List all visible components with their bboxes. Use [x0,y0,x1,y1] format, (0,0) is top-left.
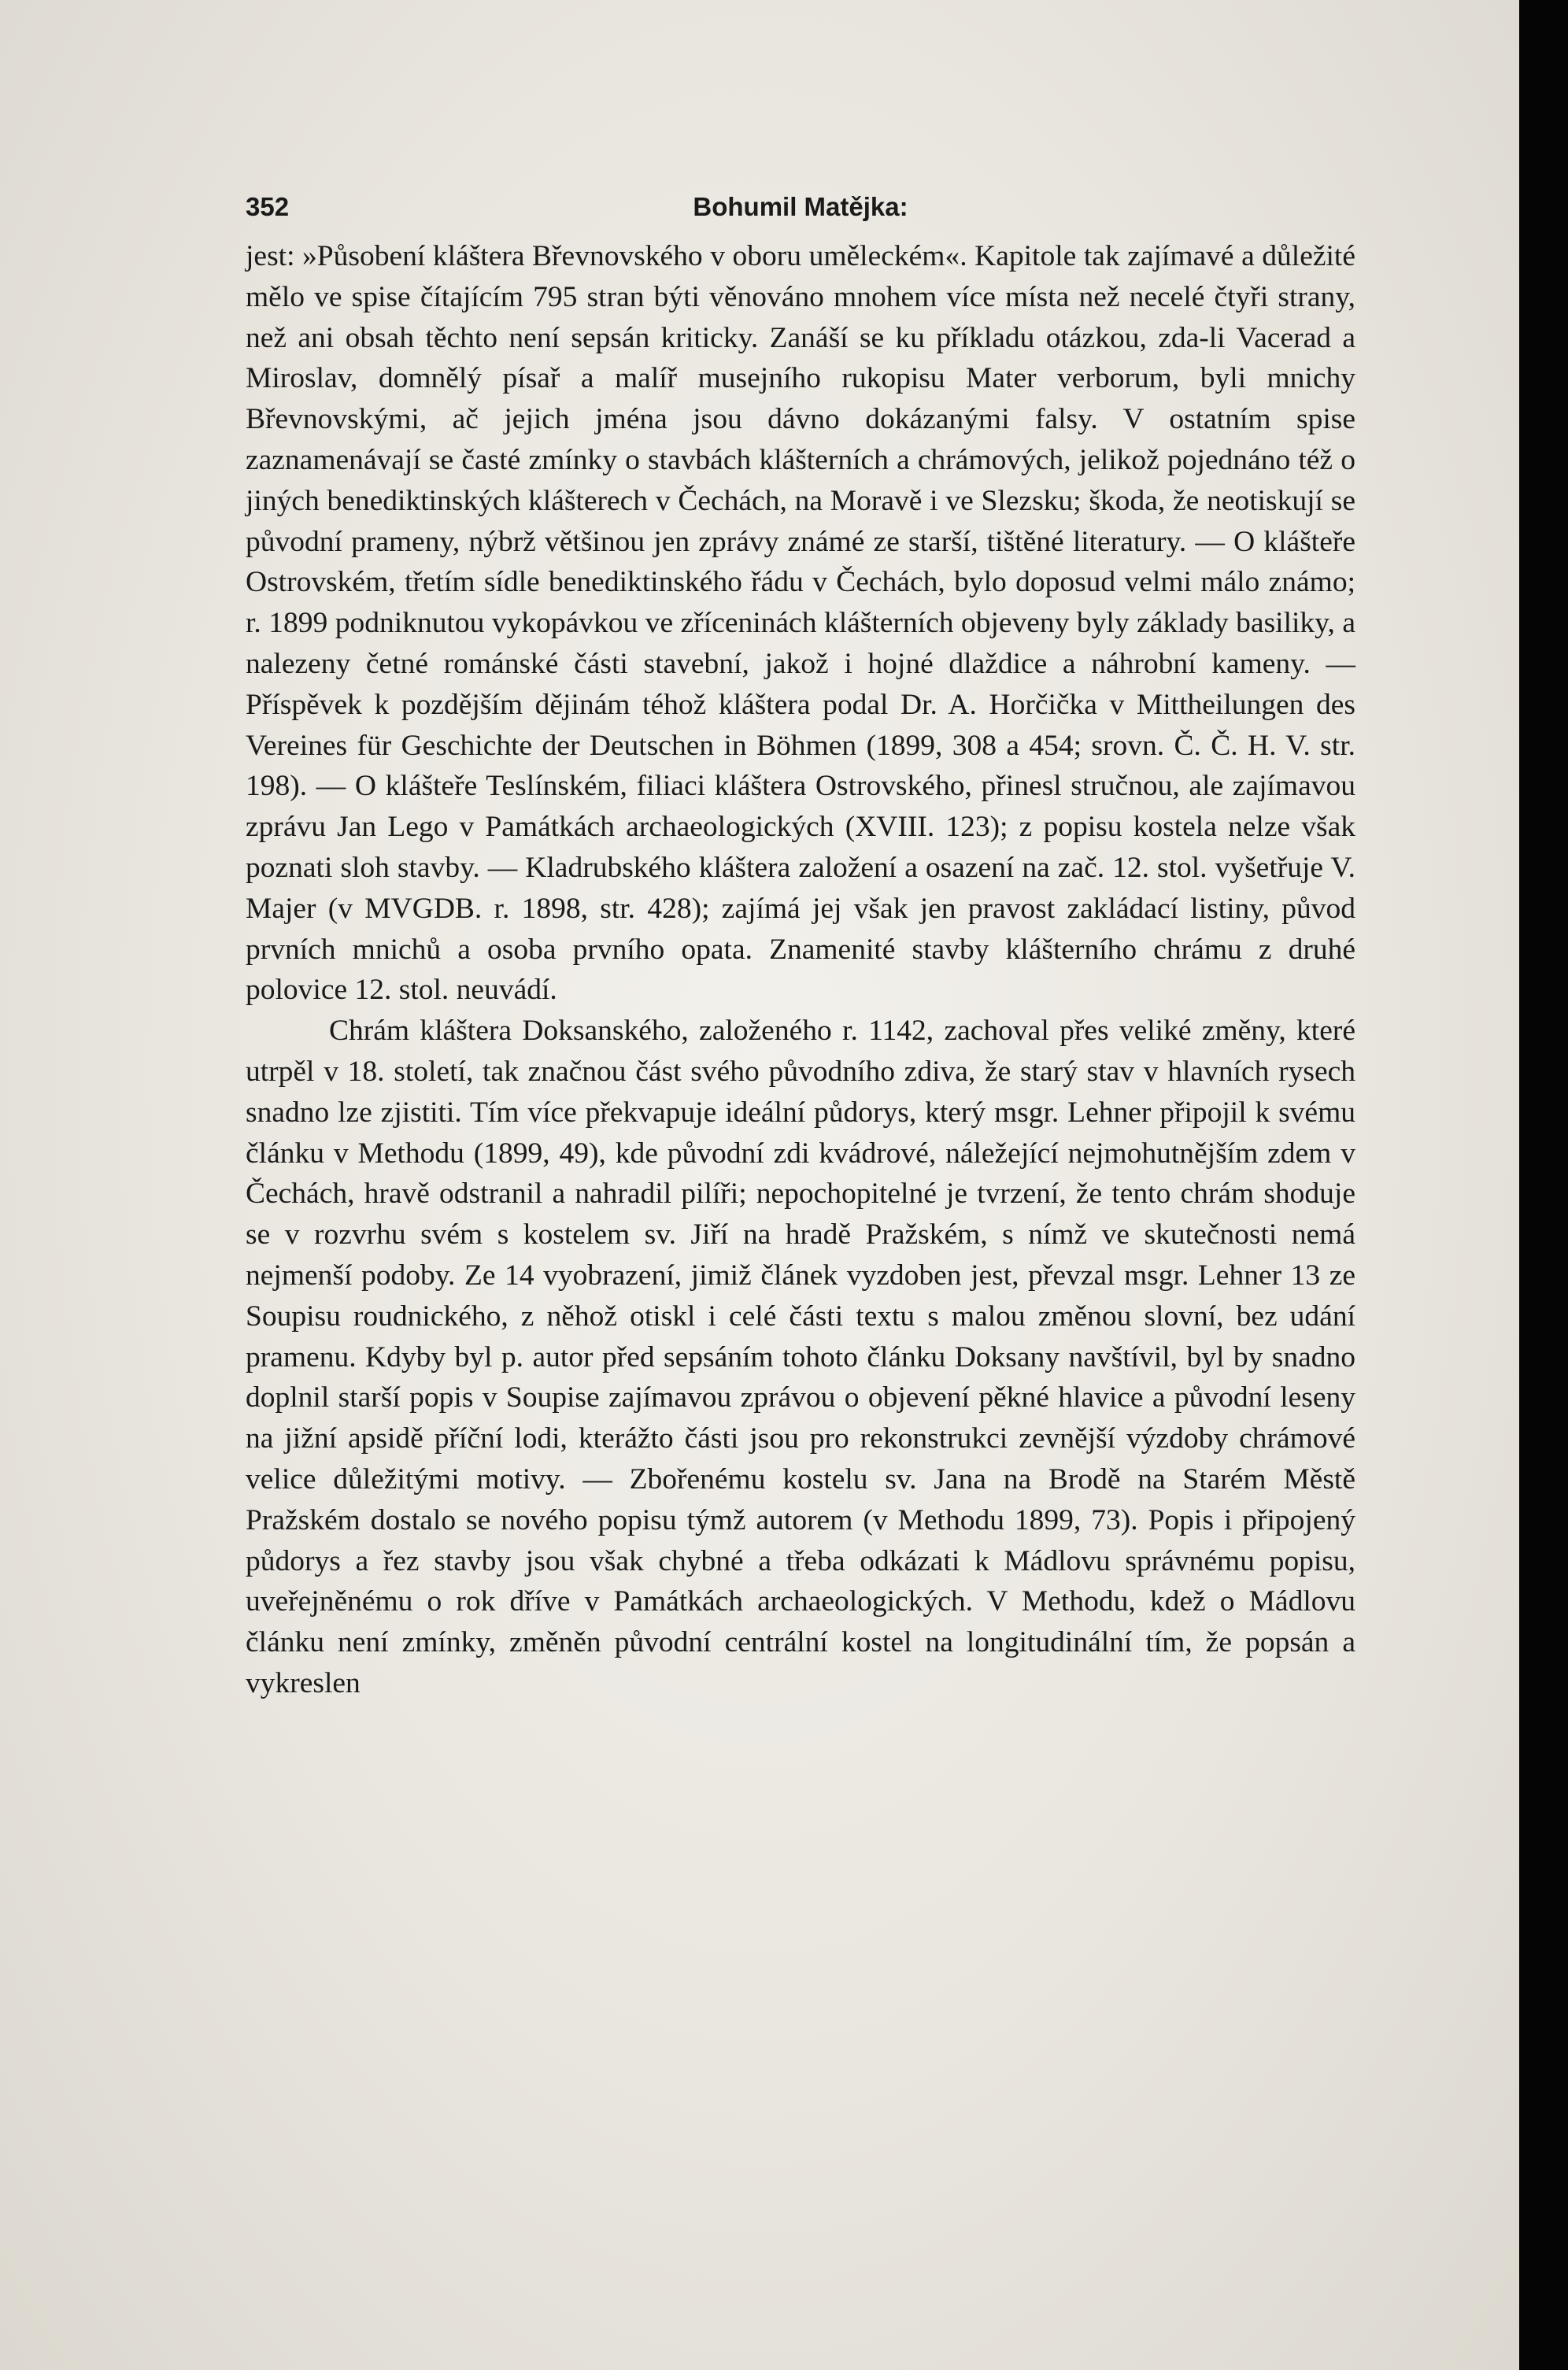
page-number: 352 [246,192,290,221]
book-page [246,181,1355,1704]
running-head [246,181,1355,236]
paragraph: jest: »Působení kláštera Břevnovského v oboru uměleckém«. Kapitole tak zajímavé a důležité mělo ve spise čítajícím 795 stran býti věnováno mnohem více místa než necelé čtyři strany, než ani obsah těchto není sepsán kriticky. Zanáší se ku příkladu otázkou, zda-li Vacerad a Miroslav, domnělý písař a malíř musejního rukopisu Mater verborum, byli mnichy Břevnovskými, ač jejich jména jsou dávno dokázanými falsy. V ostatním spise zaznamenávají se časté zmínky o stavbách klášterních a chrámových, jelikož pojednáno též o jiných benediktinských klášterech v Čechách, na Moravě i ve Slezsku; škoda, že neotiskují se původní prameny, nýbrž většinou jen zprávy známé ze starší, tištěné literatury. — O klášteře Ostrovském, třetím sídle benediktinského řádu v Čechách, bylo doposud velmi málo známo; r. 1899 podniknutou vykopávkou ve zříceninách klášterních objeveny byly základy basiliky, a nalezeny četné románské části stavební, jakož i hojné dlaždice a náhrobní kameny. — Příspěvek k pozdějším dějinám téhož kláštera podal Dr. A. Horčička v Mittheilungen des Vereines für Geschichte der Deutschen in Böhmen (1899, 308 a 454; srovn. Č. Č. H. V. str. 198). — O klášteře Teslínském, filiaci kláštera Ostrovského, přinesl stručnou, ale zajímavou zprávu Jan Lego v Památkách archaeologických (XVIII. 123); z popisu kostela nelze však poznati sloh stavby. — Kladrubského kláštera založení a osazení na zač. 12. stol. vyšetřuje V. Majer (v MVGDB. r. 1898, str. 428); zajímá jej však jen pravost zakládací listiny, původ prvních mnichů a osoba prvního opata. Znamenité stavby klášterního chrámu z druhé polovice 12. stol. neuvádí. [246,240,1355,1007]
scan-dark-edge [1519,0,1568,2370]
body-text [246,236,1355,1704]
paragraph: Chrám kláštera Doksanského, založeného r. 1142, zachoval přes veliké změny, které utrpěl v 18. století, tak značnou část svého původního zdiva, že starý stav v hlavních rysech snadno lze zjistiti. Tím více překvapuje ideální půdorys, který msgr. Lehner připojil k svému článku v Methodu (1899, 49), kde původní zdi kvádrové, náležející nejmohutnějším zdem v Čechách, hravě odstranil a nahradil pilíři; nepochopitelné je tvrzení, že tento chrám shoduje se v rozvrhu svém s kostelem sv. Jiří na hradě Pražském, s nímž ve skutečnosti nemá nejmenší podoby. Ze 14 vyobrazení, jimiž článek vyzdoben jest, převzal msgr. Lehner 13 ze Soupisu roudnického, z něhož otiskl i celé části textu s malou změnou slovní, bez udání pramenu. Kdyby byl p. autor před sepsáním tohoto článku Doksany navštívil, byl by snadno doplnil starší popis v Soupise zajímavou zprávou o objevení pěkné hlavice a původní leseny na jižní apsidě příční lodi, kterážto části jsou pro rekonstrukci zevnější výzdoby chrámové velice důležitými motivy. — Zbořenému kostelu sv. Jana na Brodě na Starém Městě Pražském dostalo se nového popisu týmž autorem (v Methodu 1899, 73). Popis i připojený půdorys a řez stavby jsou však chybné a třeba odkázati k Mádlovu správnému popisu, uveřejněnému o rok dříve v Památkách archaeologických. V Methodu, kdež o Mádlovu článku není zmínky, změněn původní centrální kostel na longitudinální tím, že popsán a vykreslen [246,1015,1355,1699]
running-title: Bohumil Matějka: [693,192,908,221]
